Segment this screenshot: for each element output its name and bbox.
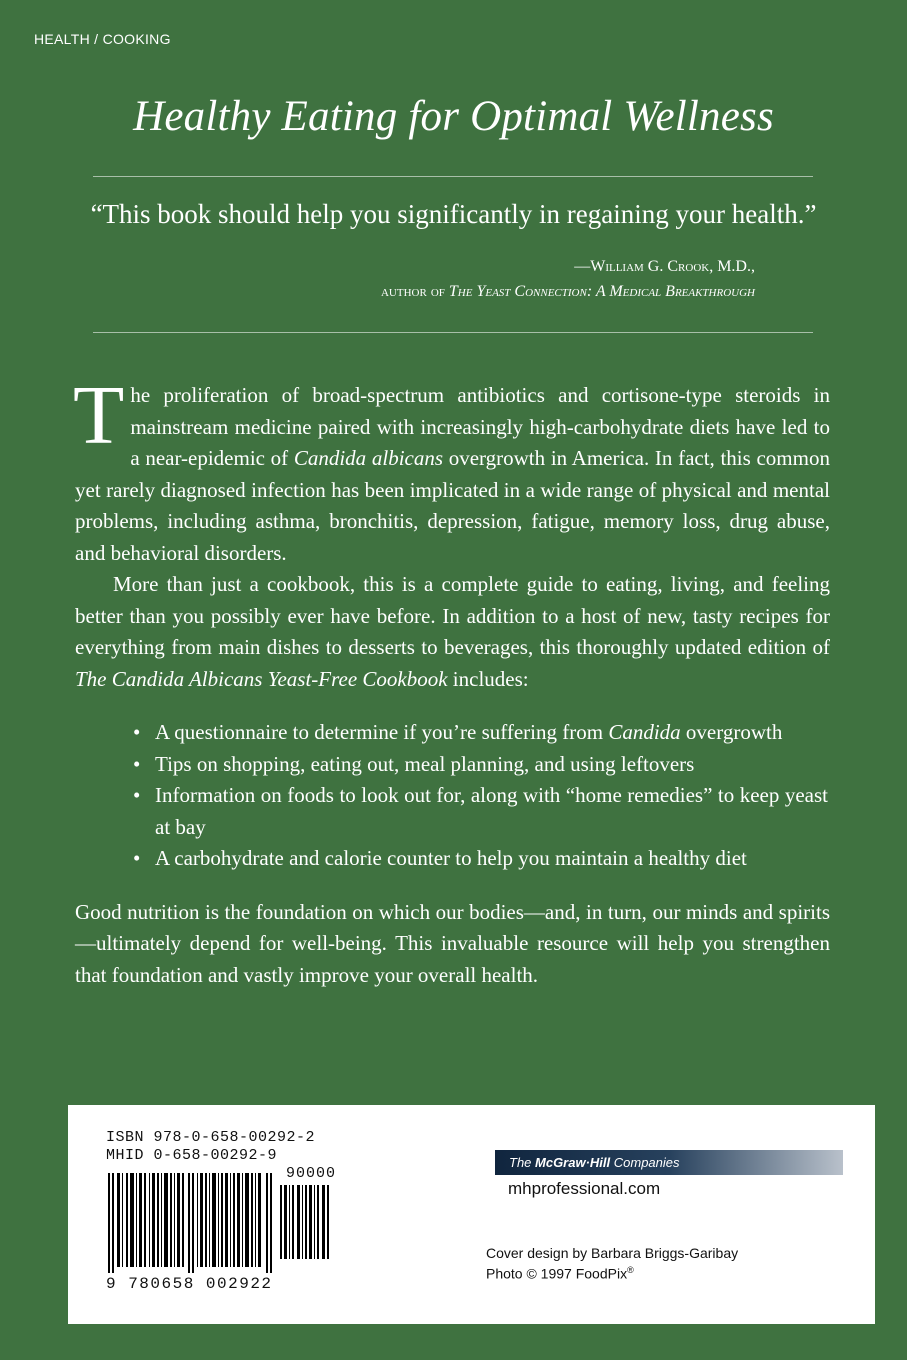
photo-credit: [486, 1265, 634, 1282]
photo-credit-text: Photo © 1997 FoodPix: [486, 1265, 628, 1282]
bullet-icon: •: [133, 751, 141, 776]
second-paragraph: [75, 569, 830, 695]
barcode-icon: [108, 1173, 276, 1273]
attribution-prefix: author of: [380, 283, 449, 300]
b1-text-b: overgrowth: [680, 720, 783, 744]
b2-text: Tips on shopping, eating out, meal planning, and using leftovers: [155, 751, 695, 776]
feature-list: [75, 717, 828, 875]
publisher-name: McGraw·Hill: [535, 1155, 611, 1170]
barcode-panel: [68, 1105, 875, 1324]
b1-text-a: A questionnaire to determine if you’re suffering from: [155, 720, 609, 744]
closing-paragraph: Good nutrition is the foundation on which our bodies—and, in turn, our minds and spirits—ultimately depend for well-being. This invaluable resource will help you strengthen that foundation and vastly improve your overall health.: [75, 899, 830, 987]
list-item: [133, 749, 828, 781]
bullet-icon: •: [133, 720, 141, 744]
headline: Healthy Eating for Optimal Wellness: [133, 93, 774, 140]
publisher-prefix: The: [509, 1155, 536, 1170]
b4-text: A carbohydrate and calorie counter to help you maintain a healthy diet: [155, 846, 747, 870]
attribution-book-line: [381, 279, 755, 304]
bullet-icon: •: [133, 846, 141, 870]
drop-cap: T: [73, 369, 125, 462]
intro-paragraph: [73, 369, 830, 569]
isbn-text: ISBN 978-0-658-00292-2: [106, 1129, 316, 1146]
cover-design-credit: Cover design by Barbara Briggs-Garibay: [486, 1245, 739, 1261]
endorsement-attribution: [381, 254, 755, 304]
intro-text-a: he proliferation of broad-spectrum antibiotics and cortisone-type steroids in mainstream medicine paired with increasingly high-carbohydrate diets have led to a near-epidemic of: [130, 383, 830, 470]
publisher-logo: [495, 1150, 843, 1175]
divider-bottom: [93, 332, 813, 333]
attribution-book: The Yeast Connection: A Medical Breakthrough: [448, 283, 755, 300]
bullet-icon: •: [133, 783, 141, 807]
attribution-name: —William G. Crook, M.D.,: [574, 258, 755, 275]
mhid-text: MHID 0-658-00292-9: [106, 1147, 278, 1164]
description: [73, 369, 830, 991]
b1-italic: Candida: [608, 720, 681, 744]
divider-top: [93, 176, 813, 177]
addon-barcode-icon: [280, 1185, 332, 1259]
p2-italic: The Candida Albicans Yeast-Free Cookbook: [75, 666, 448, 691]
publisher-suffix: Companies: [610, 1155, 680, 1170]
list-item: [133, 843, 828, 875]
intro-text-b: overgrowth in America. In fact, this common yet rarely diagnosed infection has been implicated in a wide range of physical and mental problems, including asthma, bronchitis, depression, fatigue, memory loss, drug abuse, and behavioral disorders.: [75, 446, 830, 565]
p2-text-a: More than just a cookbook, this is a complete guide to eating, living, and feeling better than you possibly ever have before. In addition to a host of new, tasty recipes for everything from main dishes to desserts to beverages, this thoroughly updated edition of: [75, 572, 830, 659]
category-label: HEALTH / COOKING: [34, 31, 171, 47]
price-code: 90000: [286, 1165, 337, 1182]
p2-text-b: includes:: [447, 666, 529, 691]
endorsement-quote: “This book should help you significantly in regaining your health.”: [90, 199, 817, 229]
publisher-url: mhprofessional.com: [508, 1179, 661, 1198]
b3-text: Information on foods to look out for, along with “home remedies” to keep yeast at bay: [155, 783, 828, 839]
list-item: [133, 717, 828, 749]
registered-mark: ®: [627, 1265, 634, 1275]
list-item: [133, 780, 828, 843]
intro-italic: Candida albicans: [293, 446, 444, 470]
ean-digits: 9 780658 002922: [106, 1275, 273, 1293]
